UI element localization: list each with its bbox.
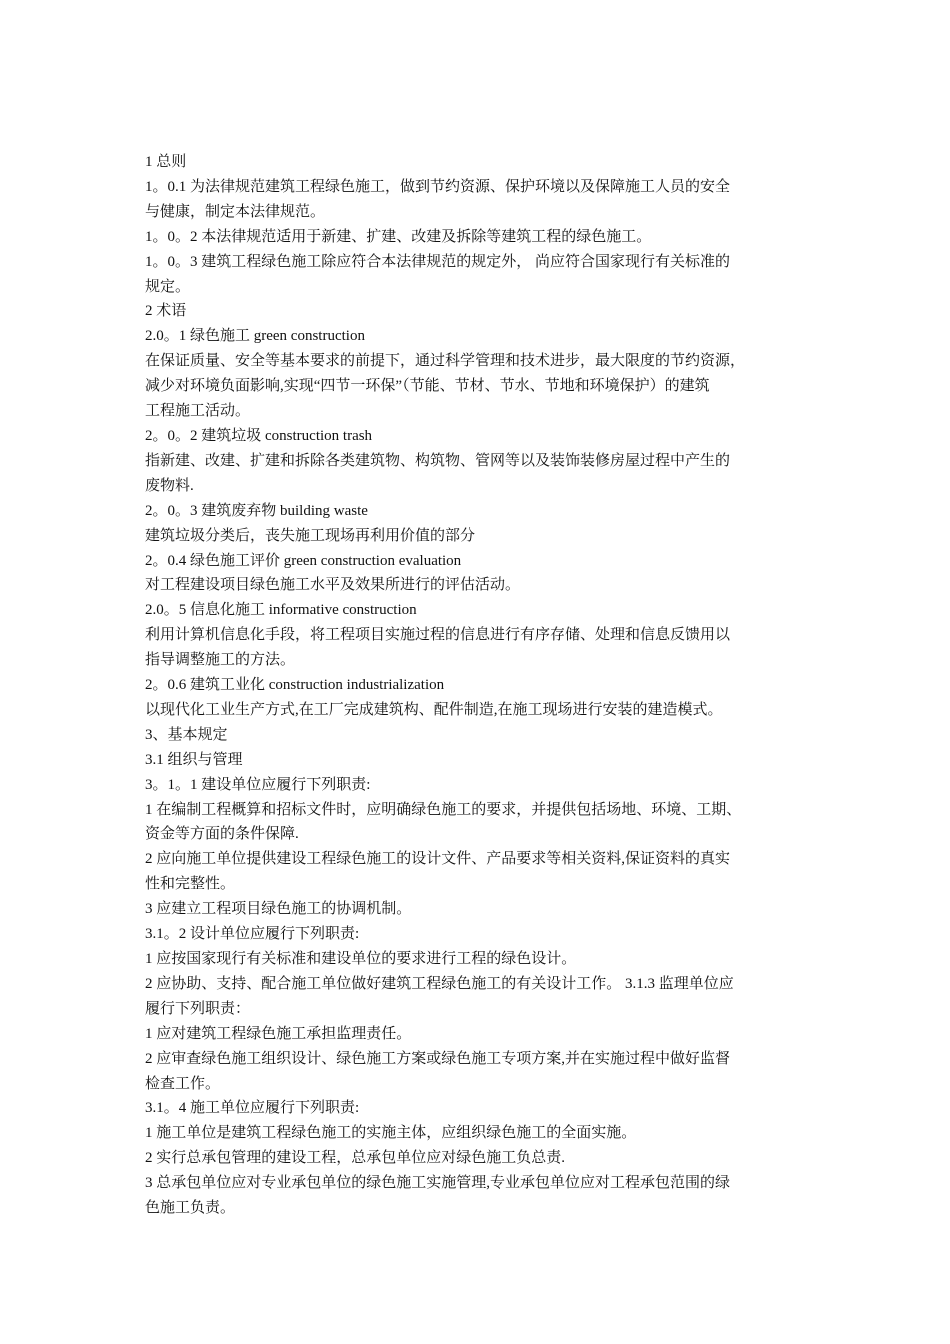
text-line: 1 应对建筑工程绿色施工承担监理责任。: [145, 1025, 412, 1042]
text-line: 规定。: [145, 278, 191, 295]
text-line: 1 应按国家现行有关标准和建设单位的要求进行工程的绿色设计。: [145, 951, 577, 967]
text-line: 性和完整性。: [145, 876, 236, 893]
text-line: 2 术语: [145, 303, 187, 320]
text-line: 1。0。2 本法律规范适用于新建、扩建、改建及拆除等建筑工程的绿色施工。: [145, 228, 652, 245]
text-line: 2.0。1 绿色施工 green construction: [145, 328, 365, 345]
text-line: 利用计算机信息化手段，将工程项目实施过程的信息进行有序存储、处理和信息反馈用以: [145, 627, 731, 644]
text-line: 2 实行总承包管理的建设工程，总承包单位应对绿色施工负总责.: [145, 1150, 566, 1167]
text-line: 2。0.4 绿色施工评价 green construction evaluation: [145, 552, 462, 569]
text-line: 1。0。3 建筑工程绿色施工除应符合本法律规范的规定外， 尚应符合国家现行有关标准的: [145, 253, 731, 270]
text-line: 指新建、改建、扩建和拆除各类建筑物、构筑物、管网等以及装饰装修房屋过程中产生的: [145, 452, 731, 469]
text-line: 建筑垃圾分类后，丧失施工现场再利用价值的部分: [145, 527, 476, 544]
text-line: 工程施工活动。: [145, 403, 251, 420]
text-line: 2 应协助、支持、配合施工单位做好建筑工程绿色施工的有关设计工作。 3.1.3 监理单位应: [145, 975, 734, 992]
text-line: 3.1 组织与管理: [145, 751, 243, 768]
text-line: 3.1。4 施工单位应履行下列职责:: [145, 1100, 360, 1117]
text-line: 1 总则: [145, 154, 187, 170]
text-line: 履行下列职责：: [145, 1000, 251, 1017]
text-line: 减少对环境负面影响,实现“四节一环保”（节能、节材、节水、节地和环境保护）的建筑: [145, 378, 710, 395]
text-line: 3 应建立工程项目绿色施工的协调机制。: [145, 901, 412, 918]
text-line: 资金等方面的条件保障.: [145, 826, 299, 843]
document-page: [145, 150, 815, 1221]
text-line: 1。0.1 为法律规范建筑工程绿色施工，做到节约资源、保护环境以及保障施工人员的安全: [145, 178, 731, 195]
text-line: 3 总承包单位应对专业承包单位的绿色施工实施管理,专业承包单位应对工程承包范围的绿: [145, 1175, 731, 1192]
text-line: 1 在编制工程概算和招标文件时，应明确绿色施工的要求，并提供包括场地、环境、工期、: [145, 801, 742, 818]
text-line: 3。1。1 建设单位应履行下列职责:: [145, 776, 371, 793]
text-line: 检查工作。: [145, 1075, 221, 1092]
text-line: 与健康，制定本法律规范。: [145, 203, 326, 220]
text-line: 废物料.: [145, 477, 194, 494]
text-line: 对工程建设项目绿色施工水平及效果所进行的评估活动。: [145, 577, 521, 594]
text-line: 2。0。2 建筑垃圾 construction trash: [145, 427, 373, 444]
text-line: 在保证质量、安全等基本要求的前提下，通过科学管理和技术进步，最大限度的节约资源，: [145, 353, 746, 370]
text-line: 1 施工单位是建筑工程绿色施工的实施主体，应组织绿色施工的全面实施。: [145, 1125, 637, 1142]
text-line: 2 应审查绿色施工组织设计、绿色施工方案或绿色施工专项方案,并在实施过程中做好监督: [145, 1050, 731, 1067]
text-line: 2 应向施工单位提供建设工程绿色施工的设计文件、产品要求等相关资料,保证资料的真实: [145, 851, 731, 868]
text-line: 3.1。2 设计单位应履行下列职责:: [145, 926, 360, 943]
text-line: 3、基本规定: [145, 726, 228, 743]
text-line: 指导调整施工的方法。: [145, 652, 296, 669]
text-line: 以现代化工业生产方式,在工厂完成建筑构、配件制造,在施工现场进行安装的建造模式。: [145, 701, 723, 718]
text-line: 色施工负责。: [145, 1200, 236, 1217]
text-line: 2.0。5 信息化施工 informative construction: [145, 602, 417, 619]
text-line: 2。0.6 建筑工业化 construction industrialization: [145, 677, 445, 694]
text-line: 2。0。3 建筑废弃物 building waste: [145, 502, 368, 519]
